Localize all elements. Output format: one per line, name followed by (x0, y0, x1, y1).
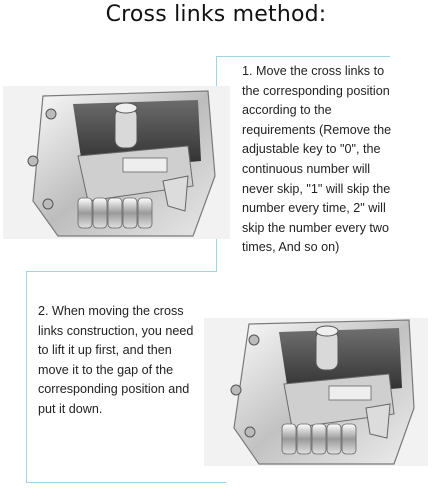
stamp-photo-bottom (204, 318, 428, 466)
step-2-text: 2. When moving the cross links construction, you need to lift it up first, and then move it to the gap of the corresponding position and put it down. (38, 304, 194, 416)
frame-line-bottom-vertical (26, 271, 27, 483)
frame-line-top-horizontal (216, 56, 390, 57)
stamp-illustration-top (3, 86, 230, 239)
page-title: Cross links method: (105, 2, 327, 27)
step-1-text: 1. Move the cross links to the corresponding position according to the requirements (Remove the adjustable key to "0", the continuous number will never skip, "1" will skip the number every time, 2" will skip the number every two times, And so on) (242, 64, 392, 255)
stamp-illustration-bottom (204, 318, 428, 466)
frame-line-middle-horizontal (26, 271, 217, 272)
frame-line-bottom-horizontal (26, 482, 226, 483)
stamp-photo-top (3, 86, 230, 239)
